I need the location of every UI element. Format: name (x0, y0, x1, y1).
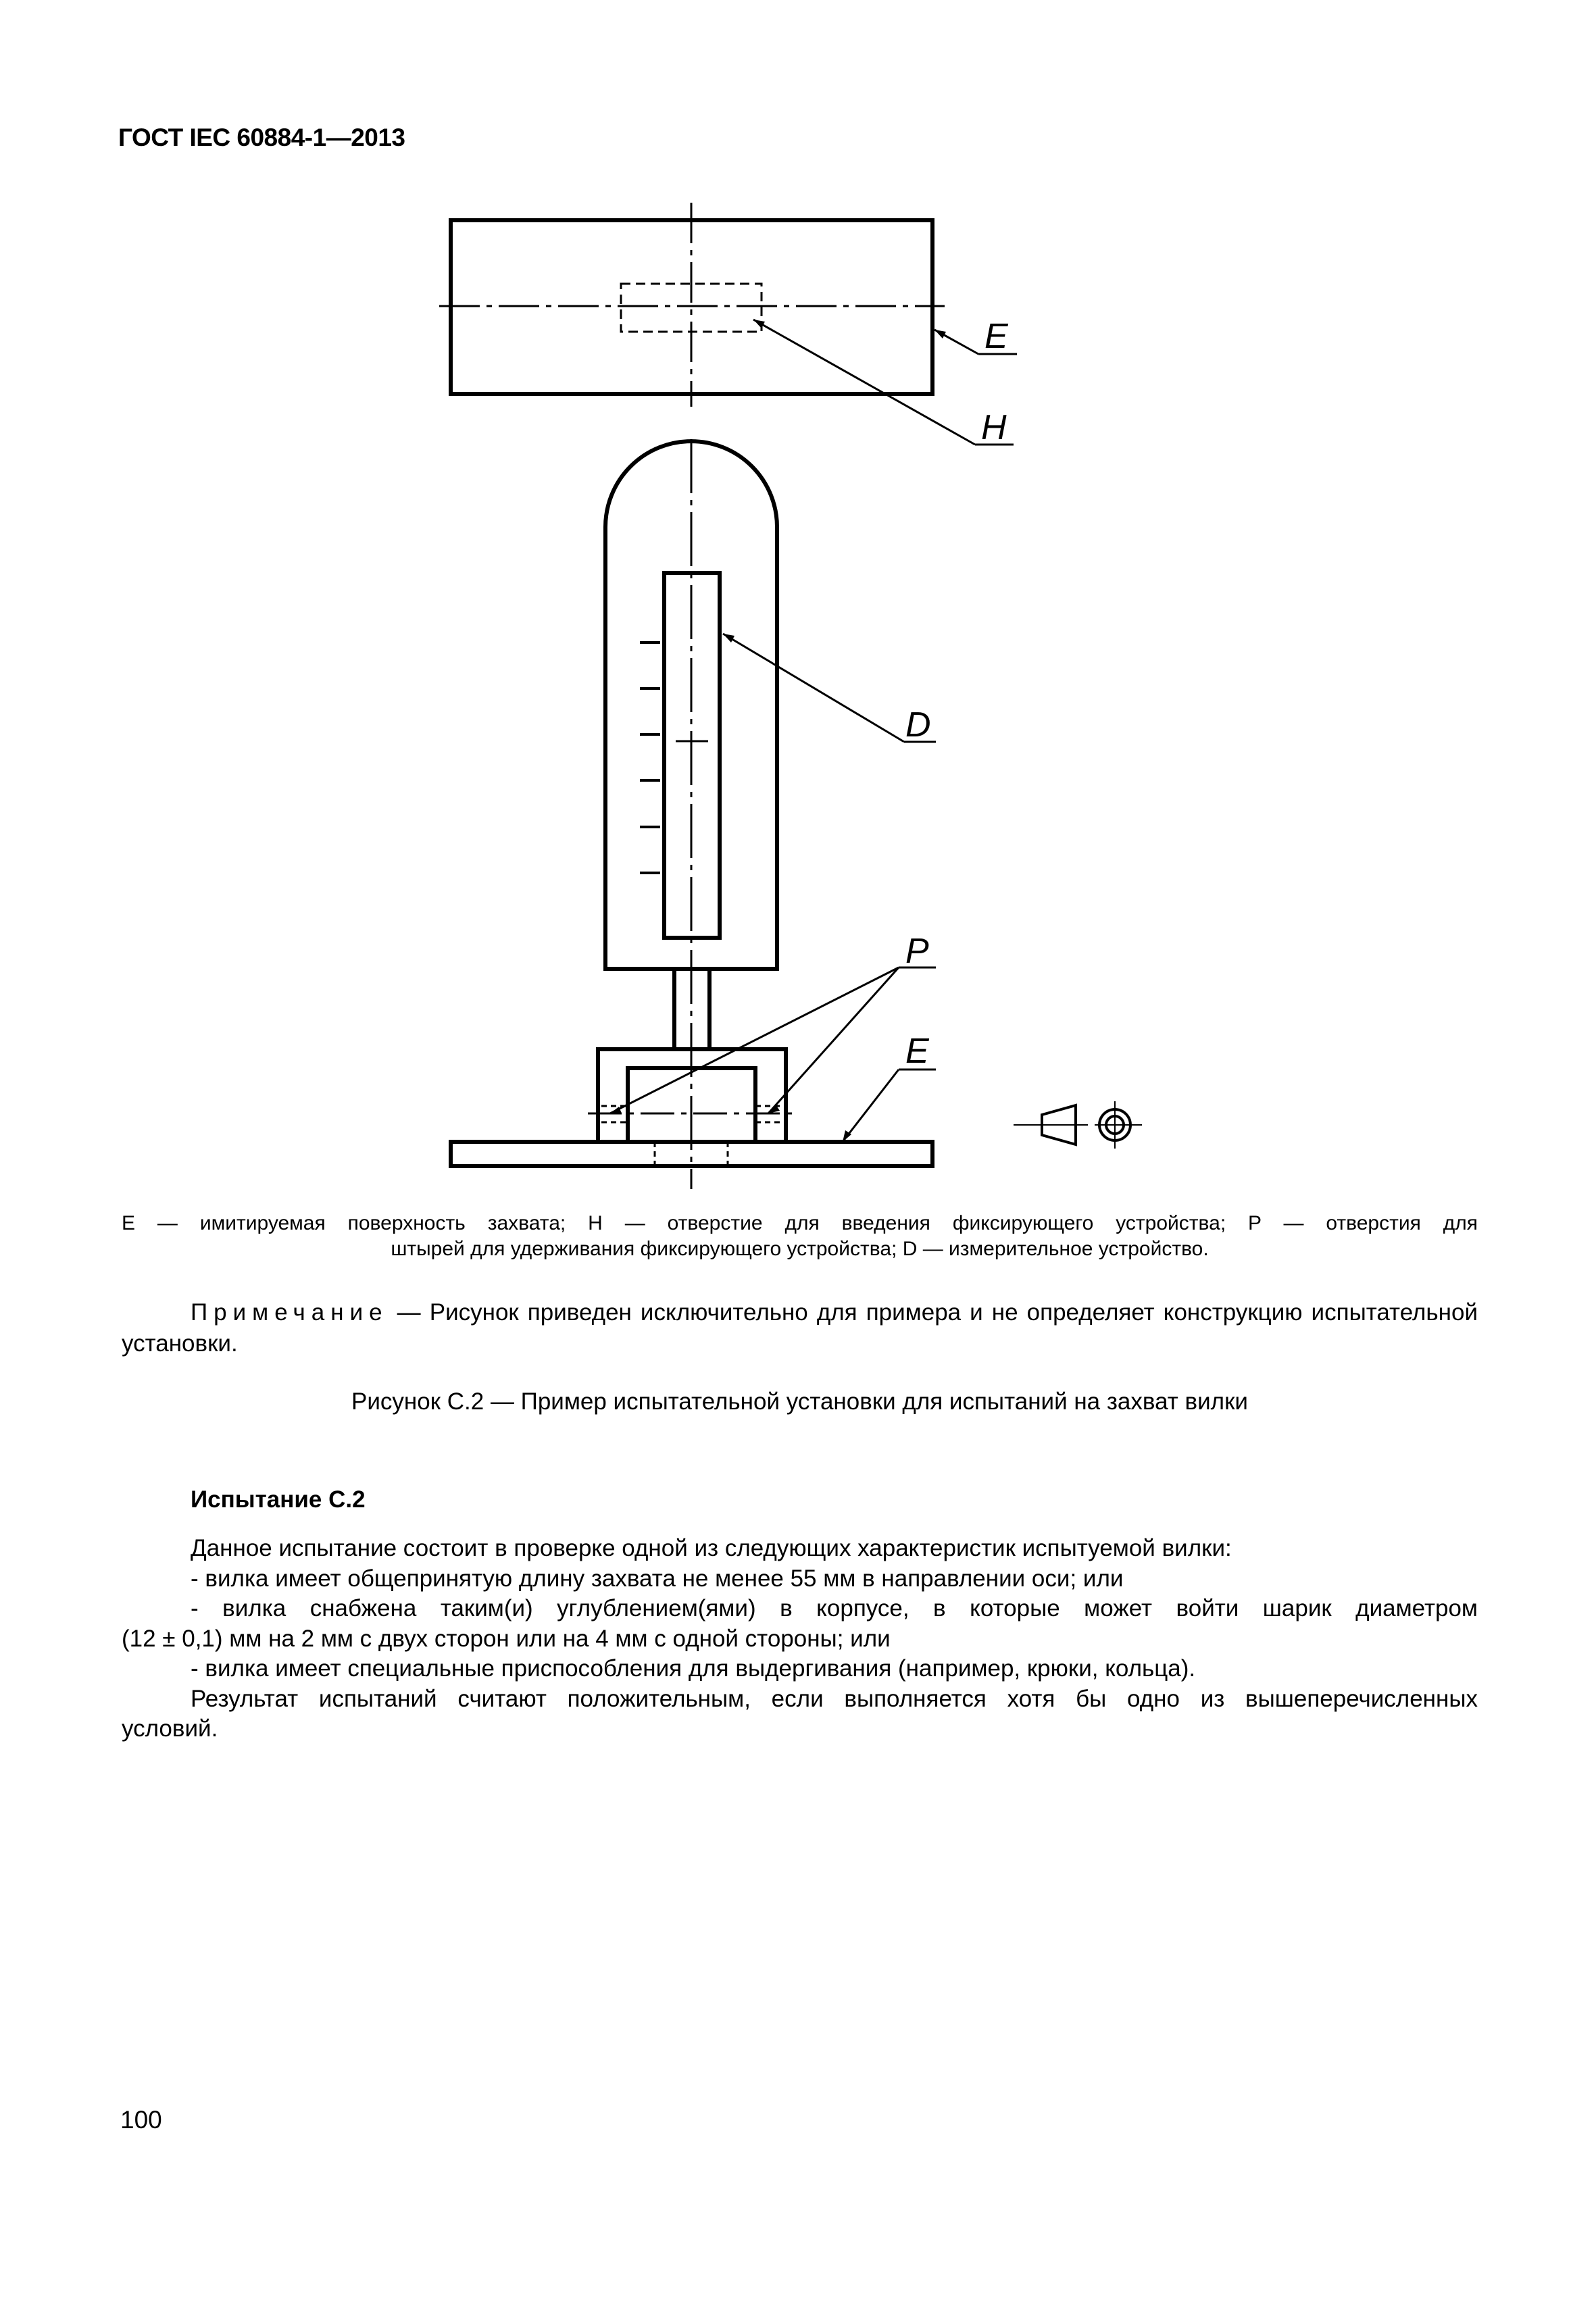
label-p: P (905, 932, 929, 971)
paragraph-continuation: условий. (122, 1715, 218, 1742)
label-d: D (905, 705, 931, 745)
paragraph: Данное испытание состоит в проверке одной из следующих характеристик испытуемой вилки: (191, 1535, 1232, 1561)
figure-caption: Рисунок С.2 — Пример испытательной установки для испытаний на захват вилки (351, 1388, 1248, 1415)
label-e-bottom: E (905, 1032, 929, 1071)
note-text: — Рисунок приведен исключительно для примера и не определяет конструкцию испытательной установки. (122, 1299, 1478, 1357)
list-item: - вилка имеет специальные приспособления для выдергивания (например, крюки, кольца). (191, 1655, 1196, 1682)
note-label: Примечание (191, 1299, 389, 1326)
list-item: - вилка снабжена таким(и) углублением(ями) в корпусе, в которые может войти шарик диаметром (191, 1595, 1478, 1621)
paragraph: Результат испытаний считают положительным, если выполняется хотя бы одно из вышеперечисленных (191, 1685, 1478, 1712)
legend-line-1: E — имитируемая поверхность захвата; H — отверстие для введения фиксирующего устройства; P — отверстия для (122, 1212, 1478, 1234)
scale-ticks (640, 643, 660, 873)
document-header: ГОСТ IEC 60884-1—2013 (118, 124, 405, 151)
list-item-continuation: (12 ± 0,1) мм на 2 мм с двух сторон или на 4 мм с одной стороны; или (122, 1625, 891, 1652)
label-h: H (981, 408, 1007, 447)
page-number: 100 (120, 2106, 162, 2134)
figure-note (122, 1297, 1478, 1359)
figure-legend (122, 1211, 1478, 1262)
section-title: Испытание С.2 (191, 1486, 366, 1513)
projection-symbol (1014, 1101, 1142, 1149)
label-e-top: E (984, 317, 1008, 356)
legend-line-2: штырей для удерживания фиксирующего устройства; D — измерительное устройство. (391, 1238, 1209, 1260)
section-body (122, 1534, 1478, 1744)
list-item: - вилка имеет общепринятую длину захвата не менее 55 мм в направлении оси; или (191, 1565, 1124, 1592)
